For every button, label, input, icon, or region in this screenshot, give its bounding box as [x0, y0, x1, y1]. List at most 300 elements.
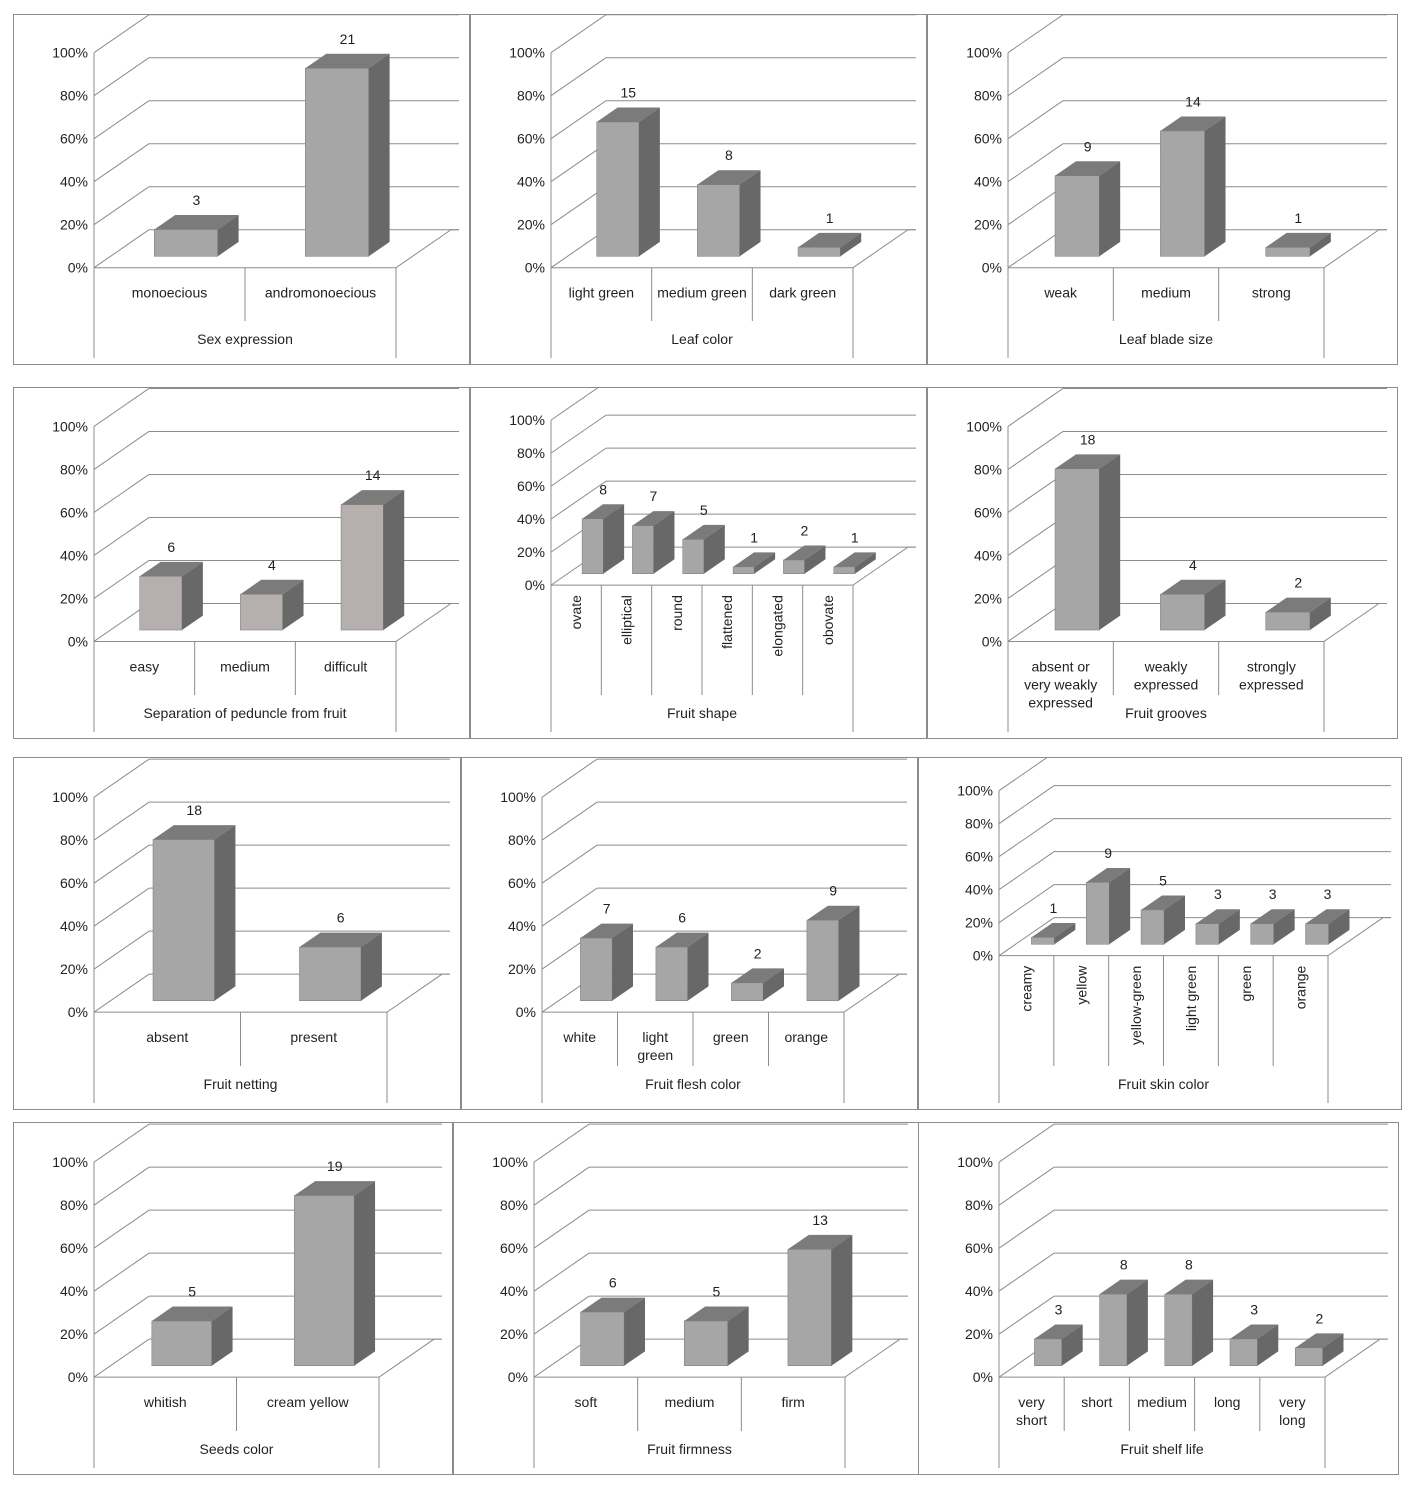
y-tick-label: 0% [67, 1369, 88, 1386]
y-tick-label: 80% [964, 815, 993, 832]
bar-side [839, 906, 860, 1001]
data-label: 8 [725, 147, 733, 164]
gridline-diagonal [534, 1124, 589, 1162]
bar-front [834, 567, 855, 574]
gridline-diagonal [94, 58, 149, 96]
gridline-diagonal [534, 1210, 589, 1248]
gridline-diagonal [94, 517, 149, 555]
data-label: 5 [699, 501, 708, 518]
category-label: flattened [719, 595, 736, 649]
bar-front [783, 560, 804, 574]
bar [834, 552, 876, 573]
chart-svg [928, 15, 1399, 366]
bar [807, 906, 860, 1001]
gridline-diagonal [94, 1253, 149, 1291]
bar-front [1160, 594, 1204, 630]
chart-panel-1 [470, 14, 927, 365]
chart-panel-0 [13, 14, 470, 365]
gridline-diagonal [542, 888, 597, 926]
bar-front [1266, 612, 1310, 630]
y-tick-label: 40% [499, 1283, 528, 1300]
category-label: weak [1044, 284, 1078, 301]
y-tick-label: 100% [492, 1154, 528, 1171]
bar [152, 1307, 233, 1366]
y-tick-label: 60% [964, 1240, 993, 1257]
chart-svg [471, 15, 928, 366]
gridline-diagonal [94, 974, 149, 1012]
data-label: 1 [850, 529, 859, 546]
gridline-diagonal [999, 819, 1054, 857]
bar [731, 968, 784, 1000]
category-label: medium [664, 1394, 715, 1411]
chart-panel-7 [461, 757, 918, 1110]
gridline-diagonal [94, 431, 149, 469]
bar-side [215, 825, 236, 1001]
chart-panel-6 [13, 757, 461, 1110]
category-label: very short [1016, 1394, 1048, 1429]
gridline-diagonal [1008, 603, 1063, 641]
bar [140, 562, 203, 630]
chart-title: Leaf blade size [1118, 331, 1214, 347]
category-label: ovate [568, 595, 585, 630]
chart-panel-4 [470, 387, 927, 739]
category-label: whitish [143, 1394, 187, 1411]
bar-front [597, 122, 639, 256]
bar-front [153, 840, 215, 1001]
gridline-diagonal [1008, 388, 1063, 426]
bar [597, 108, 660, 257]
y-tick-label: 20% [973, 216, 1002, 233]
bar-side [1127, 1280, 1148, 1366]
data-label: 18 [1079, 431, 1096, 448]
data-label: 8 [1119, 1256, 1128, 1273]
gridline-diagonal [94, 759, 149, 797]
y-tick-label: 0% [67, 1004, 88, 1021]
bar-side [1099, 161, 1120, 256]
bar-front [798, 247, 840, 256]
bar [1160, 116, 1225, 256]
y-tick-label: 40% [59, 1283, 88, 1300]
y-tick-label: 100% [509, 412, 545, 429]
chart-svg [919, 1123, 1400, 1476]
category-label: long [1213, 1394, 1241, 1411]
bar-front [1086, 882, 1109, 944]
y-tick-label: 40% [964, 1283, 993, 1300]
y-tick-label: 40% [973, 173, 1002, 190]
chart-title: Fruit firmness [647, 1441, 732, 1457]
chart-svg [919, 758, 1403, 1111]
data-label: 8 [1185, 1256, 1193, 1273]
bar [153, 825, 235, 1001]
category-label: light green [637, 1029, 674, 1064]
gridline-diagonal [999, 1210, 1054, 1248]
category-label: absent or very weakly expressed [1024, 658, 1098, 711]
bar-front [1165, 1294, 1192, 1366]
bar [1295, 1333, 1343, 1365]
y-tick-label: 40% [516, 173, 545, 190]
y-tick-label: 40% [507, 918, 536, 935]
y-tick-label: 60% [516, 478, 545, 495]
y-tick-label: 80% [973, 87, 1002, 104]
category-label: orange [784, 1029, 829, 1046]
data-label: 3 [1213, 886, 1222, 903]
data-label: 3 [1250, 1301, 1259, 1318]
chart-title: Separation of peduncle from fruit [143, 705, 347, 721]
gridline-diagonal [94, 931, 149, 969]
bar-front [294, 1196, 354, 1366]
gridline-diagonal [1008, 58, 1063, 96]
gridline-diagonal [94, 888, 149, 926]
data-label: 2 [1294, 574, 1303, 591]
bar [1230, 1324, 1278, 1365]
gridline-diagonal [551, 448, 606, 486]
bar-front [1251, 924, 1274, 945]
bar [1100, 1280, 1148, 1366]
gridline-diagonal [999, 1124, 1054, 1162]
bar-front [731, 983, 763, 1001]
gridline-diagonal [1008, 187, 1063, 225]
bar-front [580, 938, 612, 1001]
gridline-diagonal [1008, 560, 1063, 598]
gridline-diagonal [534, 1167, 589, 1205]
bar [683, 525, 725, 574]
y-tick-label: 0% [981, 259, 1002, 276]
gridline-diagonal [1008, 144, 1063, 182]
bar [1086, 868, 1130, 944]
y-tick-label: 0% [67, 633, 88, 650]
y-tick-label: 0% [515, 1004, 536, 1021]
y-tick-label: 20% [59, 961, 88, 978]
y-tick-label: 100% [957, 1154, 993, 1171]
chart-panel-9 [13, 1122, 453, 1475]
bar-front [1230, 1339, 1257, 1366]
gridline-diagonal [94, 388, 149, 426]
gridline-diagonal [94, 1167, 149, 1205]
gridline-diagonal [94, 15, 149, 53]
chart-title: Fruit flesh color [645, 1076, 741, 1092]
category-label: weakly expressed [1133, 658, 1199, 693]
y-tick-label: 0% [981, 633, 1002, 650]
category-label: obovate [819, 595, 836, 645]
bar-front [305, 68, 368, 256]
data-label: 9 [1104, 844, 1113, 861]
gridline-diagonal [94, 845, 149, 883]
category-label: strongly expressed [1239, 658, 1304, 693]
data-label: 1 [825, 209, 834, 226]
bar [294, 1181, 375, 1366]
bar-front [1160, 131, 1204, 256]
bar [656, 933, 709, 1001]
bar [305, 54, 389, 257]
data-label: 5 [188, 1283, 197, 1300]
y-tick-label: 100% [966, 44, 1002, 61]
bar [733, 552, 775, 573]
data-label: 8 [599, 481, 608, 498]
gridline-diagonal [94, 1124, 149, 1162]
chart-title: Leaf color [671, 331, 733, 347]
floor [94, 230, 459, 268]
bar [1141, 895, 1185, 944]
y-tick-label: 0% [972, 1369, 993, 1386]
bar-front [140, 576, 182, 630]
y-tick-label: 40% [59, 547, 88, 564]
data-label: 1 [1049, 899, 1058, 916]
gridline-diagonal [1008, 431, 1063, 469]
data-label: 3 [192, 192, 201, 209]
bar-side [740, 170, 761, 256]
bar-front [1266, 247, 1310, 256]
bar-front [582, 519, 603, 574]
gridline-diagonal [542, 802, 597, 840]
category-label: light green [1182, 965, 1199, 1032]
category-label: light green [568, 284, 635, 301]
category-label: medium green [657, 284, 747, 301]
bar-side [1192, 1280, 1213, 1366]
gridline-diagonal [1008, 474, 1063, 512]
y-tick-label: 60% [973, 504, 1002, 521]
data-label: 6 [678, 909, 687, 926]
data-label: 14 [364, 467, 381, 484]
gridline-diagonal [94, 1210, 149, 1248]
data-label: 19 [326, 1158, 343, 1175]
bar-front [581, 1312, 625, 1366]
data-label: 5 [712, 1283, 721, 1300]
bar [697, 170, 760, 256]
y-tick-label: 100% [52, 418, 88, 435]
data-label: 2 [753, 945, 762, 962]
chart-title: Fruit skin color [1117, 1076, 1210, 1092]
data-label: 14 [1185, 93, 1201, 110]
y-tick-label: 0% [507, 1369, 528, 1386]
y-tick-label: 20% [507, 961, 536, 978]
data-label: 9 [1083, 138, 1092, 155]
gridline-diagonal [1008, 101, 1063, 139]
y-tick-label: 0% [524, 577, 545, 594]
chart-title: Fruit grooves [1125, 705, 1207, 721]
bar-side [383, 490, 404, 630]
data-label: 6 [336, 909, 345, 926]
gridline-diagonal [999, 786, 1054, 824]
bar [632, 511, 674, 574]
category-label: green [1237, 965, 1254, 1002]
bar [1055, 161, 1120, 256]
y-tick-label: 60% [499, 1240, 528, 1257]
chart-svg [471, 388, 928, 740]
category-label: medium [1141, 284, 1191, 301]
gridline-diagonal [94, 187, 149, 225]
data-label: 18 [186, 802, 202, 819]
y-tick-label: 60% [59, 1240, 88, 1257]
y-tick-label: 0% [972, 947, 993, 964]
data-label: 13 [812, 1211, 828, 1228]
category-label: strong [1251, 284, 1291, 301]
bar [341, 490, 404, 630]
y-tick-label: 40% [964, 881, 993, 898]
data-label: 2 [800, 522, 809, 539]
y-tick-label: 80% [59, 832, 88, 849]
bar-front [1141, 910, 1164, 944]
bar [684, 1307, 748, 1366]
bar-side [1099, 454, 1120, 630]
bar-side [369, 54, 390, 257]
category-label: monoecious [131, 284, 208, 301]
bar-front [683, 539, 704, 573]
floor [94, 1339, 442, 1377]
bar-front [1055, 176, 1099, 257]
bar [798, 233, 861, 256]
data-label: 4 [1189, 556, 1197, 573]
gridline-diagonal [1008, 517, 1063, 555]
y-tick-label: 100% [52, 789, 88, 806]
chart-svg [14, 758, 462, 1111]
category-label: white [563, 1029, 597, 1046]
y-tick-label: 20% [964, 914, 993, 931]
category-label: difficult [324, 658, 368, 675]
gridline-diagonal [999, 758, 1054, 791]
y-tick-label: 80% [499, 1197, 528, 1214]
y-tick-label: 60% [964, 848, 993, 865]
bar-front [632, 526, 653, 574]
chart-svg [462, 758, 919, 1111]
bar [783, 546, 825, 574]
y-tick-label: 20% [964, 1326, 993, 1343]
y-tick-label: 40% [59, 173, 88, 190]
y-tick-label: 0% [67, 259, 88, 276]
bar-front [733, 567, 754, 574]
gridline-diagonal [999, 885, 1054, 923]
y-tick-label: 20% [499, 1326, 528, 1343]
data-label: 7 [602, 900, 611, 917]
gridline-diagonal [551, 388, 606, 420]
data-label: 6 [167, 538, 176, 555]
chart-svg [14, 388, 471, 740]
y-tick-label: 100% [52, 44, 88, 61]
bar [1306, 909, 1350, 944]
category-label: dark green [769, 284, 837, 301]
floor [94, 974, 450, 1012]
gridline-diagonal [1008, 15, 1063, 53]
gridline-diagonal [94, 802, 149, 840]
chart-title: Fruit shape [666, 705, 738, 721]
bar-front [154, 229, 217, 256]
y-tick-label: 60% [973, 130, 1002, 147]
category-label: elliptical [618, 595, 635, 645]
y-tick-label: 20% [516, 544, 545, 561]
y-tick-label: 60% [59, 130, 88, 147]
category-label: elongated [769, 595, 786, 657]
category-label: cream yellow [266, 1394, 349, 1411]
data-label: 1 [750, 529, 759, 546]
data-label: 1 [1294, 209, 1303, 226]
bar [582, 504, 624, 573]
chart-panel-11 [918, 1122, 1399, 1475]
bar-front [697, 185, 739, 257]
bar-front [1295, 1348, 1322, 1366]
data-label: 3 [1268, 886, 1277, 903]
chart-panel-3 [13, 387, 470, 739]
gridline-diagonal [94, 474, 149, 512]
bar [788, 1235, 852, 1366]
y-tick-label: 20% [59, 216, 88, 233]
y-tick-label: 100% [509, 44, 545, 61]
data-label: 2 [1315, 1310, 1324, 1327]
bar [1165, 1280, 1213, 1366]
data-label: 3 [1054, 1301, 1063, 1318]
chart-panel-8 [918, 757, 1402, 1110]
y-tick-label: 60% [507, 875, 536, 892]
bar-side [1205, 116, 1226, 256]
bar-front [1031, 937, 1054, 944]
y-tick-label: 80% [59, 87, 88, 104]
gridline-diagonal [999, 852, 1054, 890]
bar-front [684, 1321, 728, 1366]
bar-front [152, 1321, 212, 1366]
y-tick-label: 100% [957, 782, 993, 799]
bar [1031, 923, 1075, 944]
bar [581, 1298, 645, 1366]
bar [154, 215, 238, 256]
y-tick-label: 20% [973, 590, 1002, 607]
bar [580, 924, 633, 1001]
bar-front [788, 1249, 832, 1365]
chart-title: Fruit netting [203, 1076, 278, 1092]
category-label: yellow-green [1128, 965, 1145, 1046]
data-label: 9 [829, 882, 838, 899]
y-tick-label: 80% [59, 1197, 88, 1214]
data-label: 6 [608, 1274, 617, 1291]
y-tick-label: 80% [964, 1197, 993, 1214]
gridline-diagonal [94, 1296, 149, 1334]
bar [1160, 580, 1225, 630]
bar-front [341, 505, 383, 630]
data-label: 7 [649, 488, 658, 505]
y-tick-label: 60% [516, 130, 545, 147]
chart-panel-5 [927, 387, 1398, 739]
category-label: orange [1292, 965, 1309, 1010]
y-tick-label: 80% [516, 87, 545, 104]
gridline-diagonal [999, 1167, 1054, 1205]
bar-front [1100, 1294, 1127, 1366]
bar [1034, 1324, 1082, 1365]
category-label: medium [220, 658, 270, 675]
chart-title: Sex expression [197, 331, 293, 347]
y-tick-label: 100% [500, 789, 536, 806]
y-tick-label: 60% [59, 875, 88, 892]
bar [1055, 454, 1120, 630]
gridline-diagonal [551, 415, 606, 453]
gridline-diagonal [551, 58, 606, 96]
gridline-diagonal [94, 144, 149, 182]
y-tick-label: 100% [52, 1154, 88, 1171]
y-tick-label: 20% [516, 216, 545, 233]
category-label: round [668, 595, 685, 631]
category-label: absent [146, 1029, 189, 1046]
y-tick-label: 20% [59, 1326, 88, 1343]
y-tick-label: 60% [59, 504, 88, 521]
y-tick-label: 40% [59, 918, 88, 935]
data-label: 15 [620, 84, 637, 101]
bar [240, 580, 303, 630]
chart-svg [14, 1123, 454, 1476]
y-tick-label: 80% [507, 832, 536, 849]
gridline-diagonal [551, 15, 606, 53]
data-label: 5 [1159, 872, 1167, 889]
bar [1251, 909, 1295, 944]
category-label: soft [574, 1394, 598, 1411]
bar-front [1196, 924, 1219, 945]
bar-front [240, 594, 282, 630]
gridline-diagonal [1008, 230, 1063, 268]
